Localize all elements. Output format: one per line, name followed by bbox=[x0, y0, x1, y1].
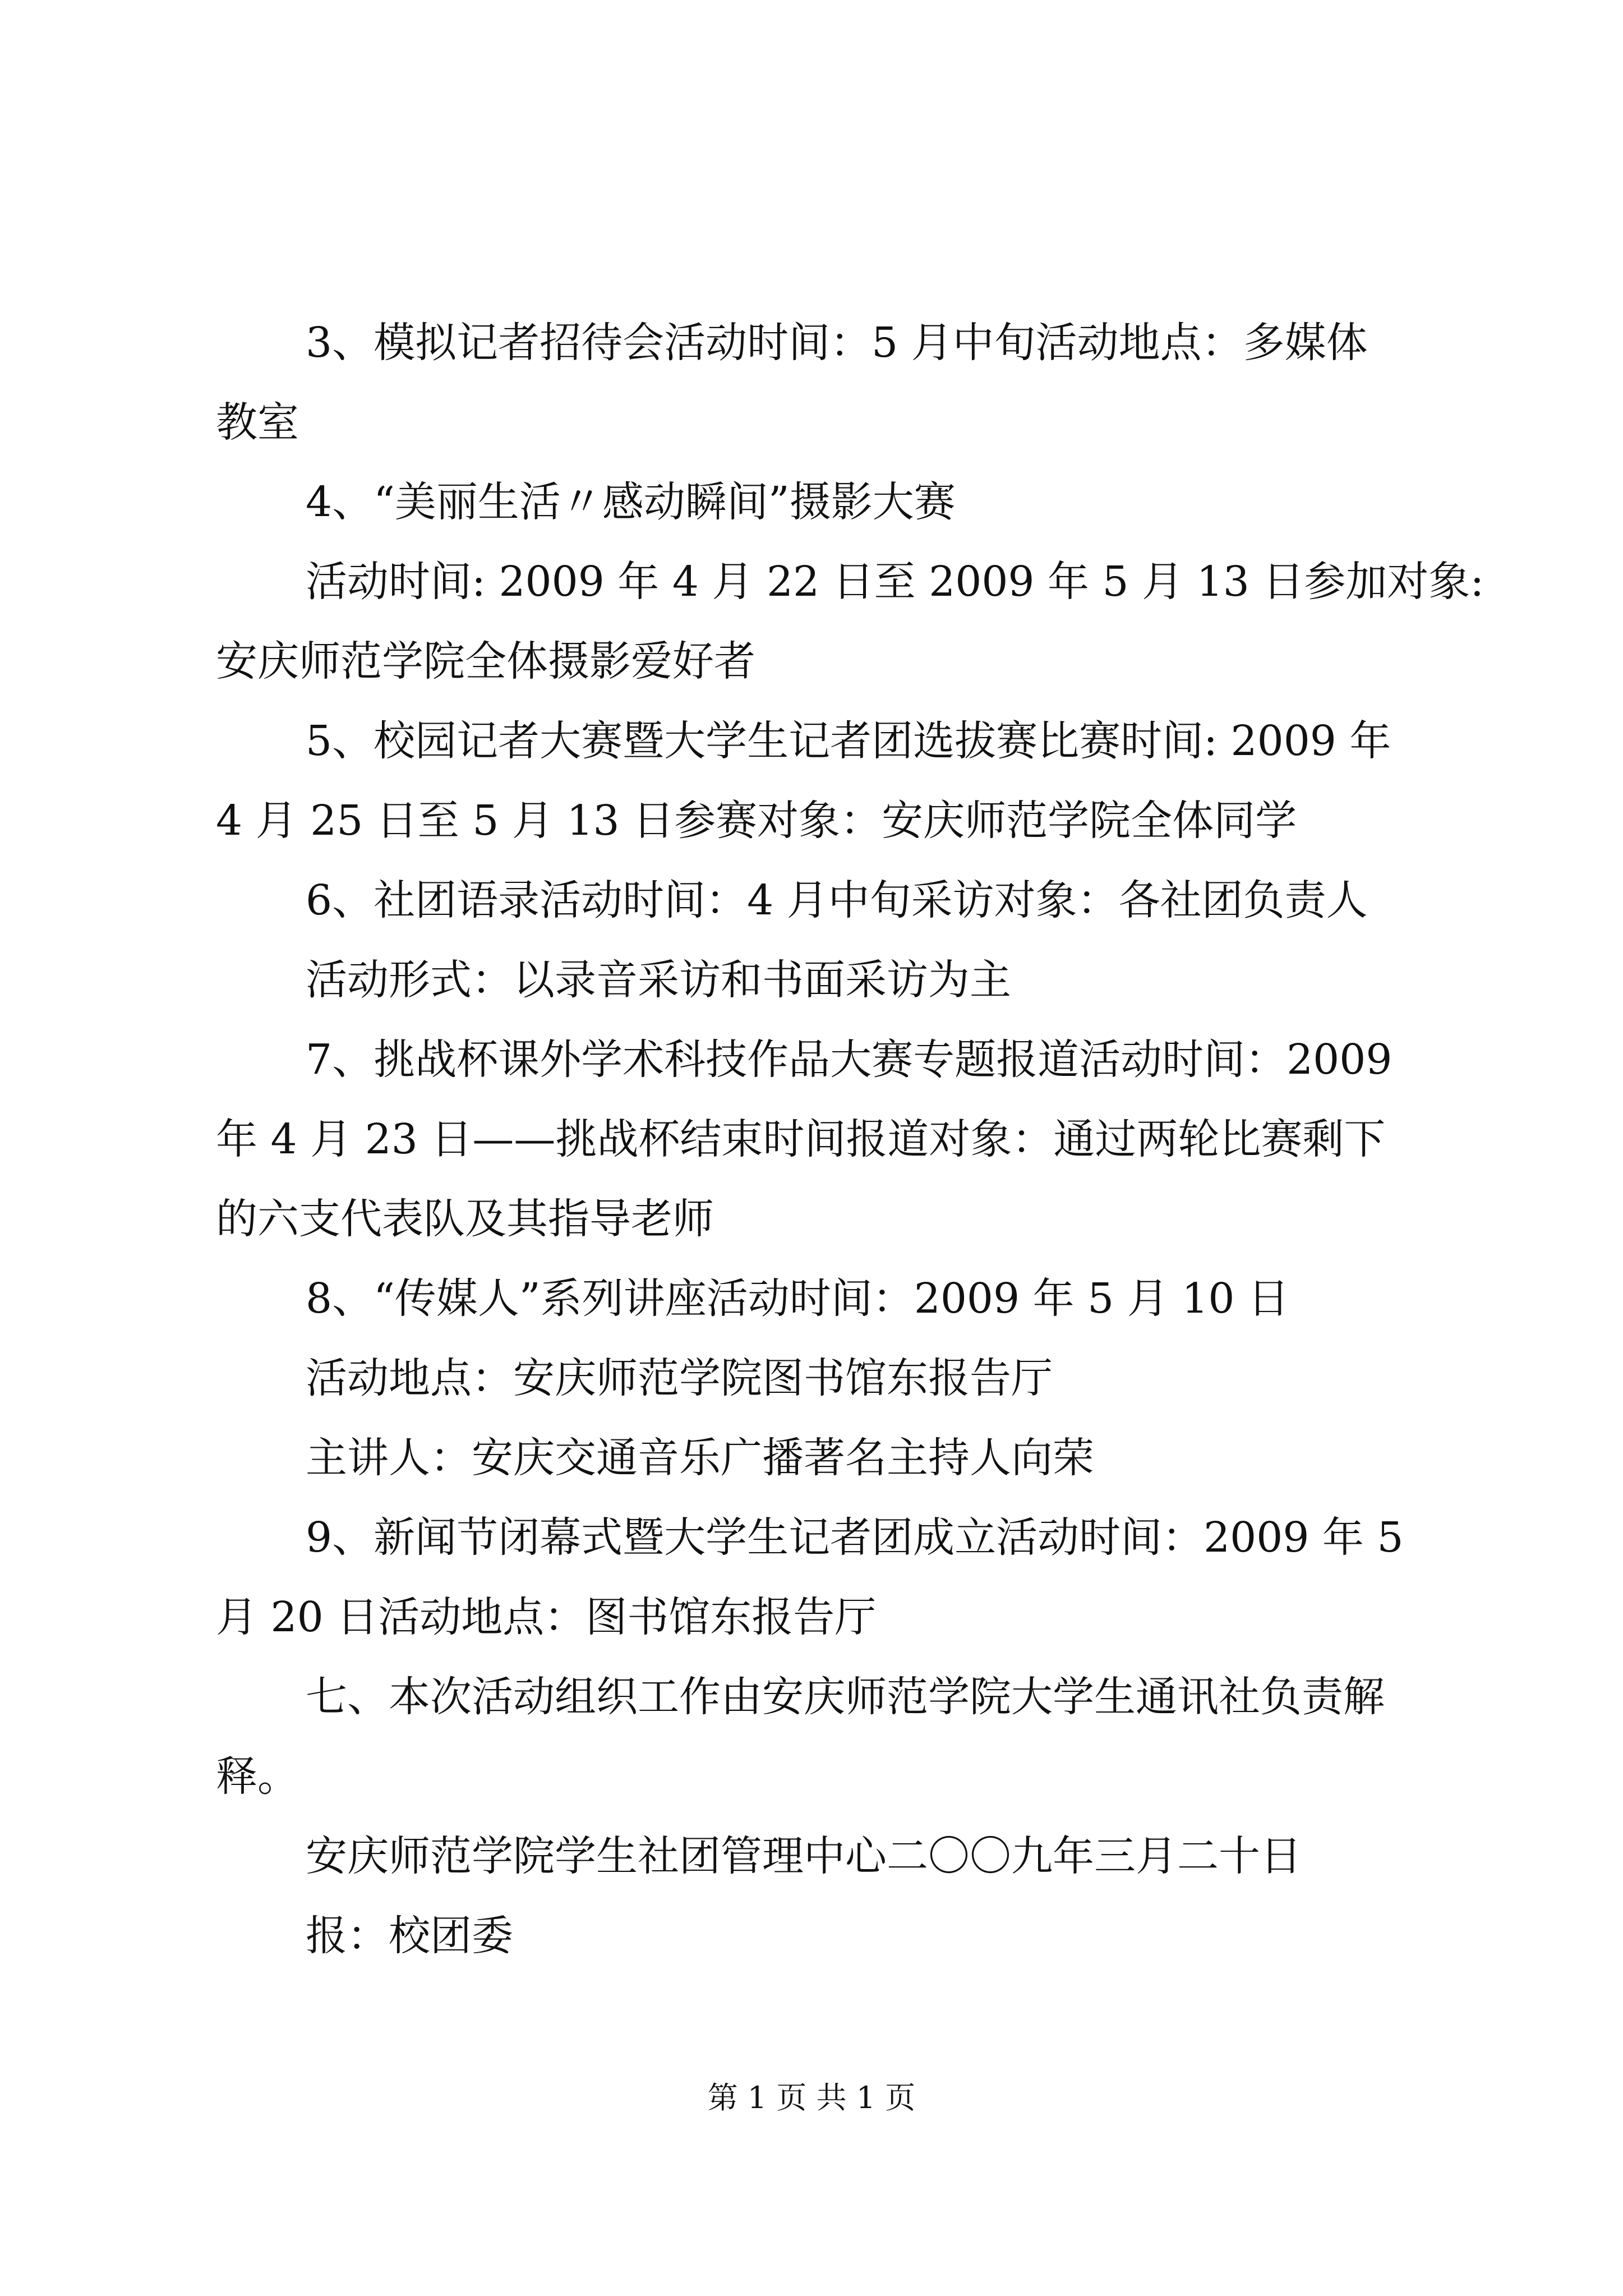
text-line: 6、社团语录活动时间：4 月中旬采访对象：各社团负责人 bbox=[306, 876, 1368, 924]
text-line: 教室 bbox=[216, 398, 299, 447]
text-line: 的六支代表队及其指导老师 bbox=[216, 1195, 714, 1243]
text-line: 4 月 25 日至 5 月 13 日参赛对象：安庆师范学院全体同学 bbox=[216, 797, 1297, 845]
text-line: 释。 bbox=[216, 1752, 299, 1801]
text-line: 七、本次活动组织工作由安庆师范学院大学生通讯社负责解 bbox=[306, 1673, 1385, 1721]
text-line: 安庆师范学院全体摄影爱好者 bbox=[216, 637, 755, 685]
text-line: 年 4 月 23 日——挑战杯结束时间报道对象：通过两轮比赛剩下 bbox=[216, 1115, 1386, 1163]
text-line: 活动形式：以录音采访和书面采访为主 bbox=[306, 956, 1011, 1004]
text-line: 安庆师范学院学生社团管理中心二〇〇九年三月二十日 bbox=[306, 1832, 1302, 1880]
text-line: 8、“传媒人”系列讲座活动时间：2009 年 5 月 10 日 bbox=[306, 1274, 1289, 1323]
text-line: 主讲人：安庆交通音乐广播著名主持人向荣 bbox=[306, 1434, 1094, 1482]
page-footer: 第 1 页 共 1 页 bbox=[707, 2080, 916, 2115]
text-line: 活动地点：安庆师范学院图书馆东报告厅 bbox=[306, 1354, 1053, 1402]
text-line: 活动时间: 2009 年 4 月 22 日至 2009 年 5 月 13 日参加对象: bbox=[306, 558, 1484, 606]
text-line: 9、新闻节闭幕式暨大学生记者团成立活动时间：2009 年 5 bbox=[306, 1513, 1404, 1562]
document-body bbox=[216, 303, 1484, 1976]
text-line: 报：校团委 bbox=[306, 1912, 513, 1960]
text-line: 3、模拟记者招待会活动时间：5 月中旬活动地点：多媒体 bbox=[306, 319, 1368, 367]
text-line: 5、校园记者大赛暨大学生记者团选拔赛比赛时间: 2009 年 bbox=[306, 717, 1391, 765]
text-line: 月 20 日活动地点：图书馆东报告厅 bbox=[216, 1593, 877, 1641]
text-line: 4、“美丽生活〃感动瞬间”摄影大赛 bbox=[306, 478, 956, 526]
text-line: 7、挑战杯课外学术科技作品大赛专题报道活动时间：2009 bbox=[306, 1036, 1393, 1084]
